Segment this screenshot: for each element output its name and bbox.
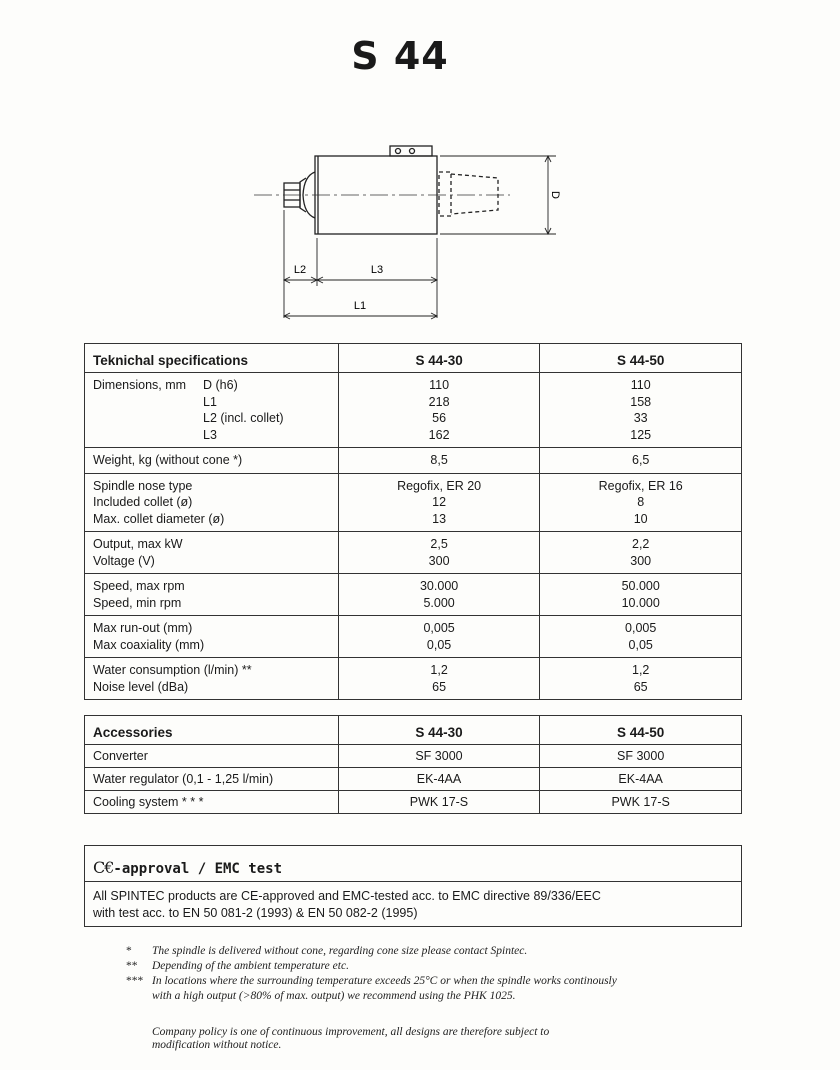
max-collet-b: 10 [633, 511, 648, 526]
output-a: 2,5 [430, 537, 448, 551]
technical-specifications-table [84, 343, 742, 700]
accessories-table [84, 715, 742, 814]
footnote-text: Depending of the ambient temperature etc. [152, 960, 349, 972]
max-collet-a: 13 [432, 511, 447, 526]
cooling-system-b: PWK 17-S [540, 791, 742, 814]
cooling-system-label: Cooling system * * * [85, 791, 339, 814]
weight-label: Weight, kg (without cone *) [93, 453, 243, 467]
company-policy [126, 1026, 726, 1052]
ce-line-2: with test acc. to EN 50 081-2 (1993) & EN 50 082-2 (1995) [93, 906, 418, 920]
output-b: 2,2 [632, 537, 650, 551]
water-b: 1,2 [632, 663, 650, 677]
dim-a-d: 110 [429, 378, 450, 392]
included-collet-a: 12 [432, 495, 447, 509]
weight-b: 6,5 [632, 453, 650, 467]
footnote-text: The spindle is delivered without cone, regarding cone size please contact Spintec. [152, 945, 528, 957]
dimension-label-l1: L1 [353, 300, 367, 312]
water-a: 1,2 [430, 663, 448, 677]
footnote [126, 944, 726, 959]
included-collet-b: 8 [637, 495, 645, 509]
speed-min-b: 10.000 [621, 595, 660, 610]
ce-heading: -approval / EMC test [113, 861, 282, 877]
footnote-mark [126, 989, 152, 1004]
spec-model-b-heading: S 44-50 [540, 344, 742, 373]
dimension-label-d: D [549, 191, 561, 199]
dim-a-l1: 218 [428, 394, 450, 409]
speed-max-b: 50.000 [621, 579, 660, 593]
dimension-label-l2: L2 [293, 264, 307, 276]
spec-model-a-heading: S 44-30 [338, 344, 540, 373]
dim-sub-d: D (h6) [203, 378, 238, 392]
spec-header-row [85, 344, 742, 373]
dim-b-l2: 33 [633, 411, 648, 425]
spindle-nose-label: Spindle nose type [93, 478, 193, 493]
footnote [126, 959, 726, 974]
policy-line-2: modification without notice. [152, 1039, 282, 1051]
footnote-mark: ** [126, 960, 138, 972]
dim-a-l3: 162 [428, 427, 450, 442]
ce-body [85, 882, 741, 926]
speed-row [85, 574, 742, 616]
dim-a-l2: 56 [432, 411, 447, 425]
coaxiality-label: Max coaxiality (mm) [93, 637, 205, 652]
footnote [126, 974, 726, 989]
water-regulator-a: EK-4AA [338, 768, 540, 791]
runout-label: Max run-out (mm) [93, 621, 193, 635]
dim-b-l1: 158 [630, 394, 652, 409]
speed-max-a: 30.000 [419, 579, 459, 593]
converter-a: SF 3000 [338, 745, 540, 768]
weight-row [85, 448, 742, 474]
output-row [85, 532, 742, 574]
accessories-model-b-heading: S 44-50 [540, 716, 742, 745]
coaxiality-a: 0,05 [426, 637, 452, 652]
runout-a: 0,005 [423, 621, 455, 635]
water-regulator-b: EK-4AA [540, 768, 742, 791]
voltage-label: Voltage (V) [93, 553, 155, 568]
footnote-text: In locations where the surrounding temperature exceeds 25°C or when the spindle works continously [152, 975, 617, 987]
ce-approval-box [84, 845, 742, 927]
dimension-label-l3: L3 [370, 264, 384, 276]
spindle-technical-drawing [240, 128, 570, 328]
speed-max-label: Speed, max rpm [93, 579, 185, 593]
converter-b: SF 3000 [540, 745, 742, 768]
spec-heading: Teknichal specifications [85, 344, 339, 373]
footnote [126, 989, 726, 1004]
runout-row [85, 616, 742, 658]
converter-label: Converter [85, 745, 339, 768]
noise-label: Noise level (dBa) [93, 679, 189, 694]
dimensions-label: Dimensions, mm [93, 378, 187, 392]
weight-a: 8,5 [430, 453, 448, 467]
spindle-row [85, 473, 742, 532]
footnote-text: with a high output (>80% of max. output) we recommend using the PHK 1025. [152, 990, 516, 1002]
accessory-row [85, 791, 742, 814]
dim-sub-l3: L3 [203, 427, 217, 442]
runout-b: 0,005 [625, 621, 657, 635]
policy-line-1: Company policy is one of continuous improvement, all designs are therefore subject to [152, 1026, 550, 1038]
footnotes [126, 944, 726, 1052]
dim-b-l3: 125 [630, 427, 652, 442]
cooling-system-a: PWK 17-S [338, 791, 540, 814]
spindle-connector [390, 146, 432, 156]
max-collet-label: Max. collet diameter (ø) [93, 511, 225, 526]
dim-b-d: 110 [630, 378, 651, 392]
dim-sub-l2: L2 (incl. collet) [203, 411, 284, 425]
spindle-nose-a: Regofix, ER 20 [397, 478, 482, 493]
dimensions-row [85, 373, 742, 448]
coaxiality-b: 0,05 [628, 637, 653, 652]
dim-sub-l1: L1 [203, 394, 217, 409]
speed-min-a: 5.000 [423, 595, 455, 610]
noise-b: 65 [633, 679, 648, 694]
accessories-heading: Accessories [85, 716, 339, 745]
included-collet-label: Included collet (ø) [93, 495, 193, 509]
ce-heading-row [85, 846, 741, 882]
speed-min-label: Speed, min rpm [93, 595, 182, 610]
water-label: Water consumption (l/min) ** [93, 663, 252, 677]
spindle-nose-b: Regofix, ER 16 [598, 478, 683, 493]
footnote-mark: *** [126, 975, 144, 987]
accessories-model-a-heading: S 44-30 [338, 716, 540, 745]
water-row [85, 658, 742, 700]
voltage-a: 300 [428, 553, 450, 568]
ce-mark-icon: C€ [93, 858, 114, 877]
ce-line-1: All SPINTEC products are CE-approved and EMC-tested acc. to EMC directive 89/336/EEC [93, 889, 601, 903]
accessory-row [85, 768, 742, 791]
accessories-header-row [85, 716, 742, 745]
noise-a: 65 [432, 679, 447, 694]
footnote-mark: * [126, 945, 132, 957]
output-label: Output, max kW [93, 537, 183, 551]
accessory-row [85, 745, 742, 768]
voltage-b: 300 [630, 553, 652, 568]
page-title: S 44 [351, 34, 449, 78]
water-regulator-label: Water regulator (0,1 - 1,25 l/min) [85, 768, 339, 791]
